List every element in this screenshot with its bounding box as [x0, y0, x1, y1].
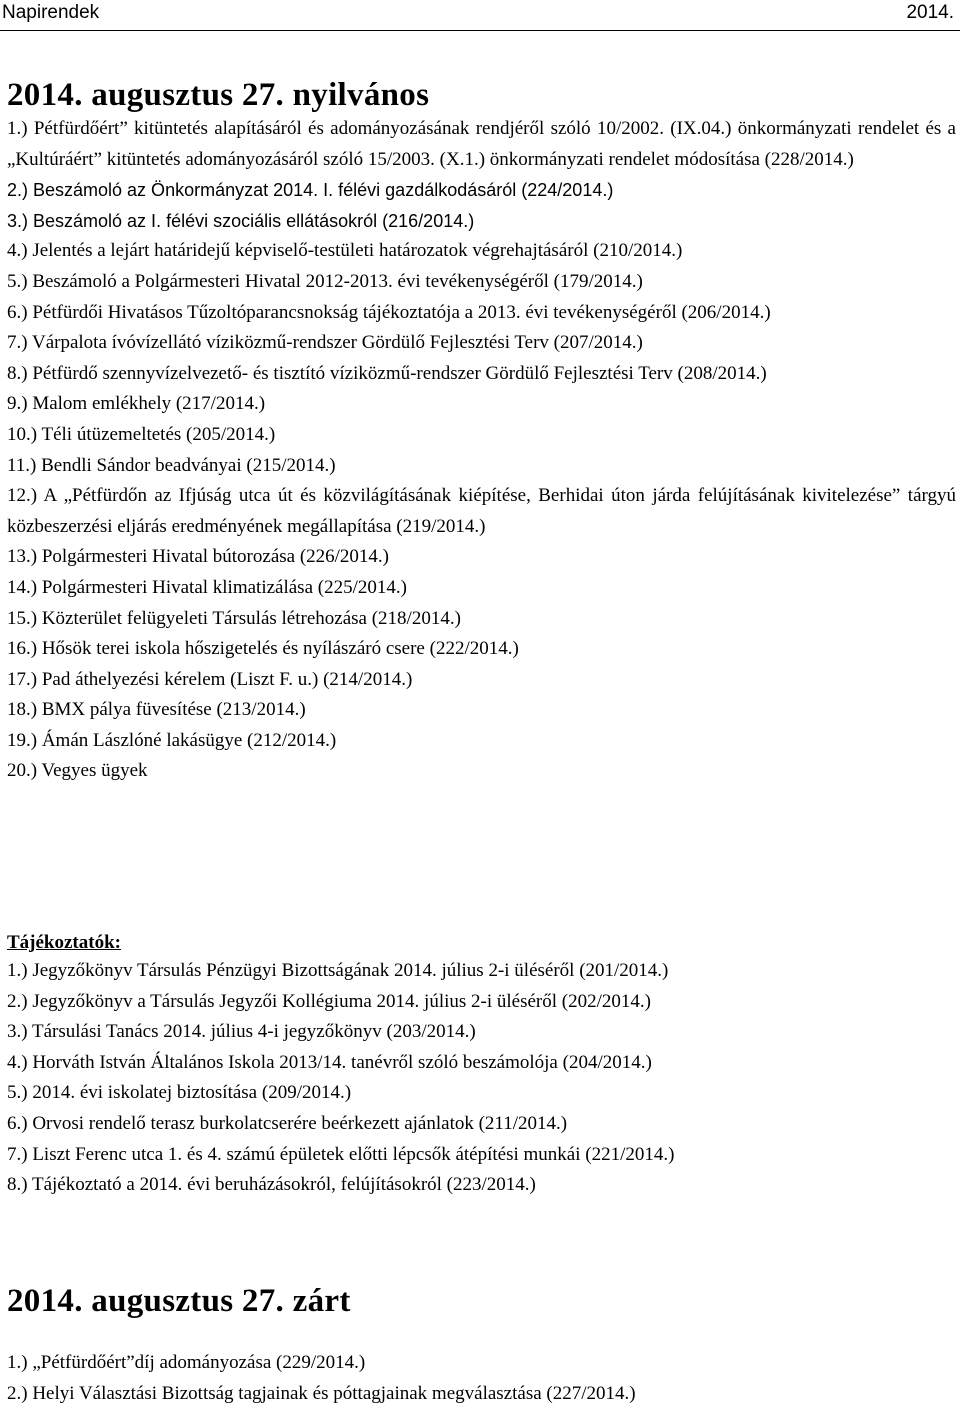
section-title-closed: 2014. augusztus 27. zárt [7, 1283, 351, 1319]
list-item: 4.) Jelentés a lejárt határidejű képviselő-testületi határozatok végrehajtásáról (210/2014.) [7, 240, 683, 262]
section-title-public: 2014. augusztus 27. nyilvános [7, 77, 430, 113]
list-item: 18.) BMX pálya füvesítése (213/2014.) [7, 699, 306, 721]
list-item: 2.) Beszámoló az Önkormányzat 2014. I. félévi gazdálkodásáról (224/2014.) [7, 180, 614, 201]
closed-agenda-list [7, 1348, 956, 1409]
header-title: Napirendek [2, 2, 100, 23]
list-item: 6.) Orvosi rendelő terasz burkolatcserére beérkezett ajánlatok (211/2014.) [7, 1112, 568, 1134]
list-item: 2.) Helyi Választási Bizottság tagjainak és póttagjainak megválasztása (227/2014.) [7, 1382, 636, 1404]
list-item: 5.) 2014. évi iskolatej biztosítása (209/2014.) [7, 1082, 352, 1104]
info-list [7, 956, 956, 1201]
list-item: 12.) A „Pétfürdőn az Ifjúság utca út és közvilágításának kiépítése, Berhidai úton járda felújításának kivitelezése” tárgyú közbeszerzési eljárás eredményének megállapítása (219/2014.) [7, 485, 956, 537]
list-item: 8.) Pétfürdő szennyvízelvezető- és tisztító víziközmű-rendszer Gördülő Fejlesztési Terv (208/2014.) [7, 362, 767, 384]
list-item: 2.) Jegyzőkönyv a Társulás Jegyzői Kollégiuma 2014. július 2-i üléséről (202/2014.) [7, 990, 651, 1012]
info-heading: Tájékoztatók: [7, 932, 121, 953]
page-header [0, 0, 960, 31]
list-item: 7.) Liszt Ferenc utca 1. és 4. számú épületek előtti lépcsők átépítési munkái (221/2014.) [7, 1143, 675, 1165]
list-item: 1.) Jegyzőkönyv Társulás Pénzügyi Bizottságának 2014. július 2-i üléséről (201/2014.) [7, 960, 669, 981]
list-item: 13.) Polgármesteri Hivatal bútorozása (226/2014.) [7, 546, 390, 568]
list-item: 7.) Várpalota ívóvízellátó víziközmű-rendszer Gördülő Fejlesztési Terv (207/2014.) [7, 332, 643, 354]
list-item: 9.) Malom emlékhely (217/2014.) [7, 393, 266, 415]
list-item: 19.) Ámán Lászlóné lakásügye (212/2014.) [7, 729, 337, 751]
list-item: 10.) Téli útüzemeltetés (205/2014.) [7, 423, 276, 445]
list-item: 8.) Tájékoztató a 2014. évi beruházásokról, felújításokról (223/2014.) [7, 1174, 536, 1196]
list-item: 20.) Vegyes ügyek [7, 760, 148, 782]
list-item: 1.) „Pétfürdőért”díj adományozása (229/2014.) [7, 1352, 366, 1373]
list-item: 1.) Pétfürdőért” kitüntetés alapításáról és adományozásának rendjéről szóló 10/2002. (IX.04.) önkormányzati rendelet és a „Kultúráért” kitüntetés adományozásáról szóló 15/2003. (X.1.) önkormányzati rendelet módosítása (228/2014.) [7, 118, 956, 170]
list-item: 17.) Pad áthelyezési kérelem (Liszt F. u.) (214/2014.) [7, 668, 413, 690]
header-year: 2014. [906, 2, 954, 23]
list-item: 16.) Hősök terei iskola hőszigetelés és nyílászáró csere (222/2014.) [7, 638, 519, 660]
list-item: 14.) Polgármesteri Hivatal klimatizálása (225/2014.) [7, 576, 407, 598]
list-item: 5.) Beszámoló a Polgármesteri Hivatal 2012-2013. évi tevékenységéről (179/2014.) [7, 270, 643, 292]
list-item: 6.) Pétfürdői Hivatásos Tűzoltóparancsnokság tájékoztatója a 2013. évi tevékenységéről (206/2014.) [7, 301, 771, 323]
list-item: 3.) Társulási Tanács 2014. július 4-i jegyzőkönyv (203/2014.) [7, 1021, 476, 1043]
list-item: 11.) Bendli Sándor beadványai (215/2014.) [7, 454, 336, 476]
list-item: 4.) Horváth István Általános Iskola 2013/14. tanévről szóló beszámolója (204/2014.) [7, 1051, 652, 1073]
list-item: 3.) Beszámoló az I. félévi szociális ellátásokról (216/2014.) [7, 210, 475, 231]
list-item: 15.) Közterület felügyeleti Társulás létrehozása (218/2014.) [7, 607, 461, 629]
public-agenda-list [7, 114, 956, 787]
